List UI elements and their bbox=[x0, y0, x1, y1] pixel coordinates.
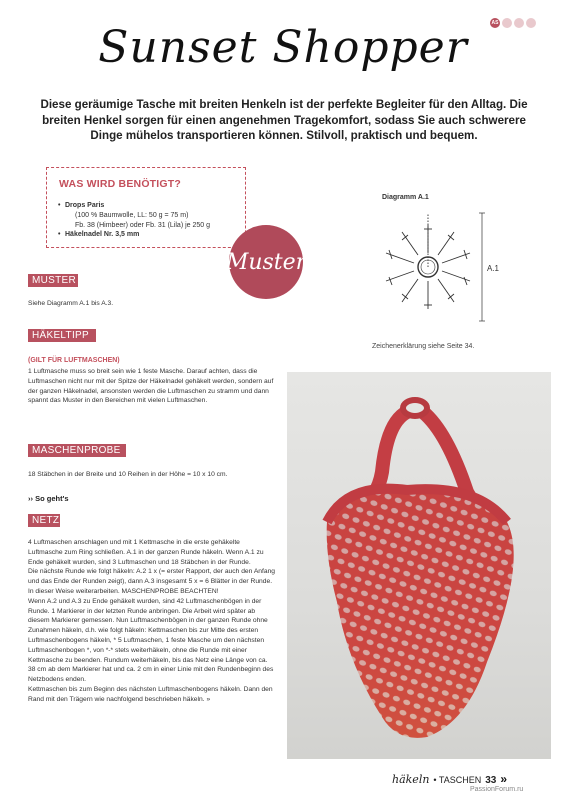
netz-paragraph: Wenn A.2 und A.3 zu Ende gehäkelt wurden, sind 42 Luftmaschenbögen in der Runde. 1 Markierer in der letzten Runde anbringen. Die Arbeit wird später ab diesem Markierer gemessen. Nun Luftmaschenbögen in der ganzen Runde ohne Zunahmen häkeln, d.h. wie folgt häkeln: Kettmaschen bis zur Mitte des ersten Luftmaschenbogens häkeln, * 5 Luftmaschen, 1 feste Masche um den nächsten Luftmaschenbogen *, von *-* stets weiterhäkeln, ohne die Runde mit einer Kettmasche zu beenden. Rundum weiterhäkeln, bis das Netz eine Länge von ca. 38 cm ab dem Markierer hat und ca. 2 cm in einer Linie mit den Rundenbeginn des Netzbodens enden. bbox=[28, 597, 274, 684]
maschenprobe-heading: MASCHENPROBE bbox=[28, 444, 126, 457]
footer-brand: häkeln bbox=[392, 773, 430, 786]
netz-paragraph: Die nächste Runde wie folgt häkeln: A.2 1 x (= erster Rapport, der auch den Anfang und das Ende der Runden zeigt), dann A.3 insgesamt 5 x = 6 Blätter in der Runde. In dieser Weise weiterarbeiten. MASCHENPROBE BEACHTEN! bbox=[28, 568, 276, 595]
diagram-label: A.1 bbox=[487, 264, 500, 273]
footer-section: • TASCHEN bbox=[433, 775, 482, 785]
diagram-title: Diagramm A.1 bbox=[382, 194, 429, 201]
materials-hook: • Häkelnadel Nr. 3,5 mm bbox=[65, 230, 210, 240]
materials-box bbox=[46, 167, 246, 248]
diagram-caption: Zeichenerklärung siehe Seite 34. bbox=[372, 343, 475, 350]
bag-photo bbox=[287, 372, 551, 759]
section-dot-active: AS bbox=[491, 20, 499, 26]
materials-title: WAS WIRD BENÖTIGT? bbox=[59, 178, 182, 190]
crochet-diagram bbox=[366, 205, 516, 335]
materials-list bbox=[65, 201, 210, 240]
materials-yarn-colors: Fb. 38 (Himbeer) oder Fb. 31 (Lila) je 250 g bbox=[75, 221, 211, 229]
bag-illustration bbox=[287, 372, 551, 759]
intro-text: Diese geräumige Tasche mit breiten Henkeln ist der perfekte Begleiter für den Alltag. Die breiten Henkel sorgen für einen angenehmen Tragekomfort, sodass Sie auch schwerere Dinge mühelos transportieren können. Stilvoll, praktisch und bequem. bbox=[40, 98, 528, 142]
netz-heading: NETZ bbox=[28, 514, 60, 527]
page-footer bbox=[392, 772, 507, 786]
netz-paragraph: Kettmaschen bis zum Beginn des nächsten Luftmaschenbogens häkeln. Dann den Rand mit den Trägern wie nachfolgend beschrieben häkeln. » bbox=[28, 685, 273, 703]
netz-text bbox=[28, 538, 276, 705]
materials-yarn: • Drops Paris bbox=[65, 201, 210, 211]
haekeltipp-heading: HÄKELTIPP bbox=[28, 329, 96, 342]
maschenprobe-text: 18 Stäbchen in der Breite und 10 Reihen in der Höhe = 10 x 10 cm. bbox=[28, 471, 228, 478]
netz-paragraph: 4 Luftmaschen anschlagen und mit 1 Kettmasche in die erste gehäkelte Luftmasche zum Ring schließen. A.1 in der ganzen Runde häkeln. Wenn A.1 zu Ende gehäkelt wurden, sind 3 Luftmaschen und 18 Stäbchen in der Runde. bbox=[28, 539, 264, 566]
page-number: 33 bbox=[485, 775, 497, 786]
haekeltipp-subheading: (GILT FÜR LUFTMASCHEN) bbox=[28, 357, 120, 364]
watermark: PassionForum.ru bbox=[470, 786, 524, 793]
muster-text: Siehe Diagramm A.1 bis A.3. bbox=[28, 300, 114, 307]
so-gehts-label: ›› So geht's bbox=[28, 494, 69, 503]
materials-yarn-detail: (100 % Baumwolle, LL: 50 g = 75 m) bbox=[75, 211, 189, 219]
muster-badge: Muster bbox=[229, 225, 303, 299]
page-title: Sunset Shopper bbox=[98, 22, 468, 73]
next-page-arrow-icon: » bbox=[500, 772, 508, 786]
muster-heading: MUSTER bbox=[28, 274, 78, 287]
haekeltipp-text: 1 Luftmasche muss so breit sein wie 1 feste Masche. Darauf achten, dass die Luftmaschen nicht nur mit der Spitze der Häkelnadel gehäkelt werden, sondern auf der ganzen Häkelnadel, ansonsten werden die Luftmaschen zu stramm und dann spannt das Muster in den Bereichen mit vielen Luftmaschen. bbox=[28, 368, 274, 405]
